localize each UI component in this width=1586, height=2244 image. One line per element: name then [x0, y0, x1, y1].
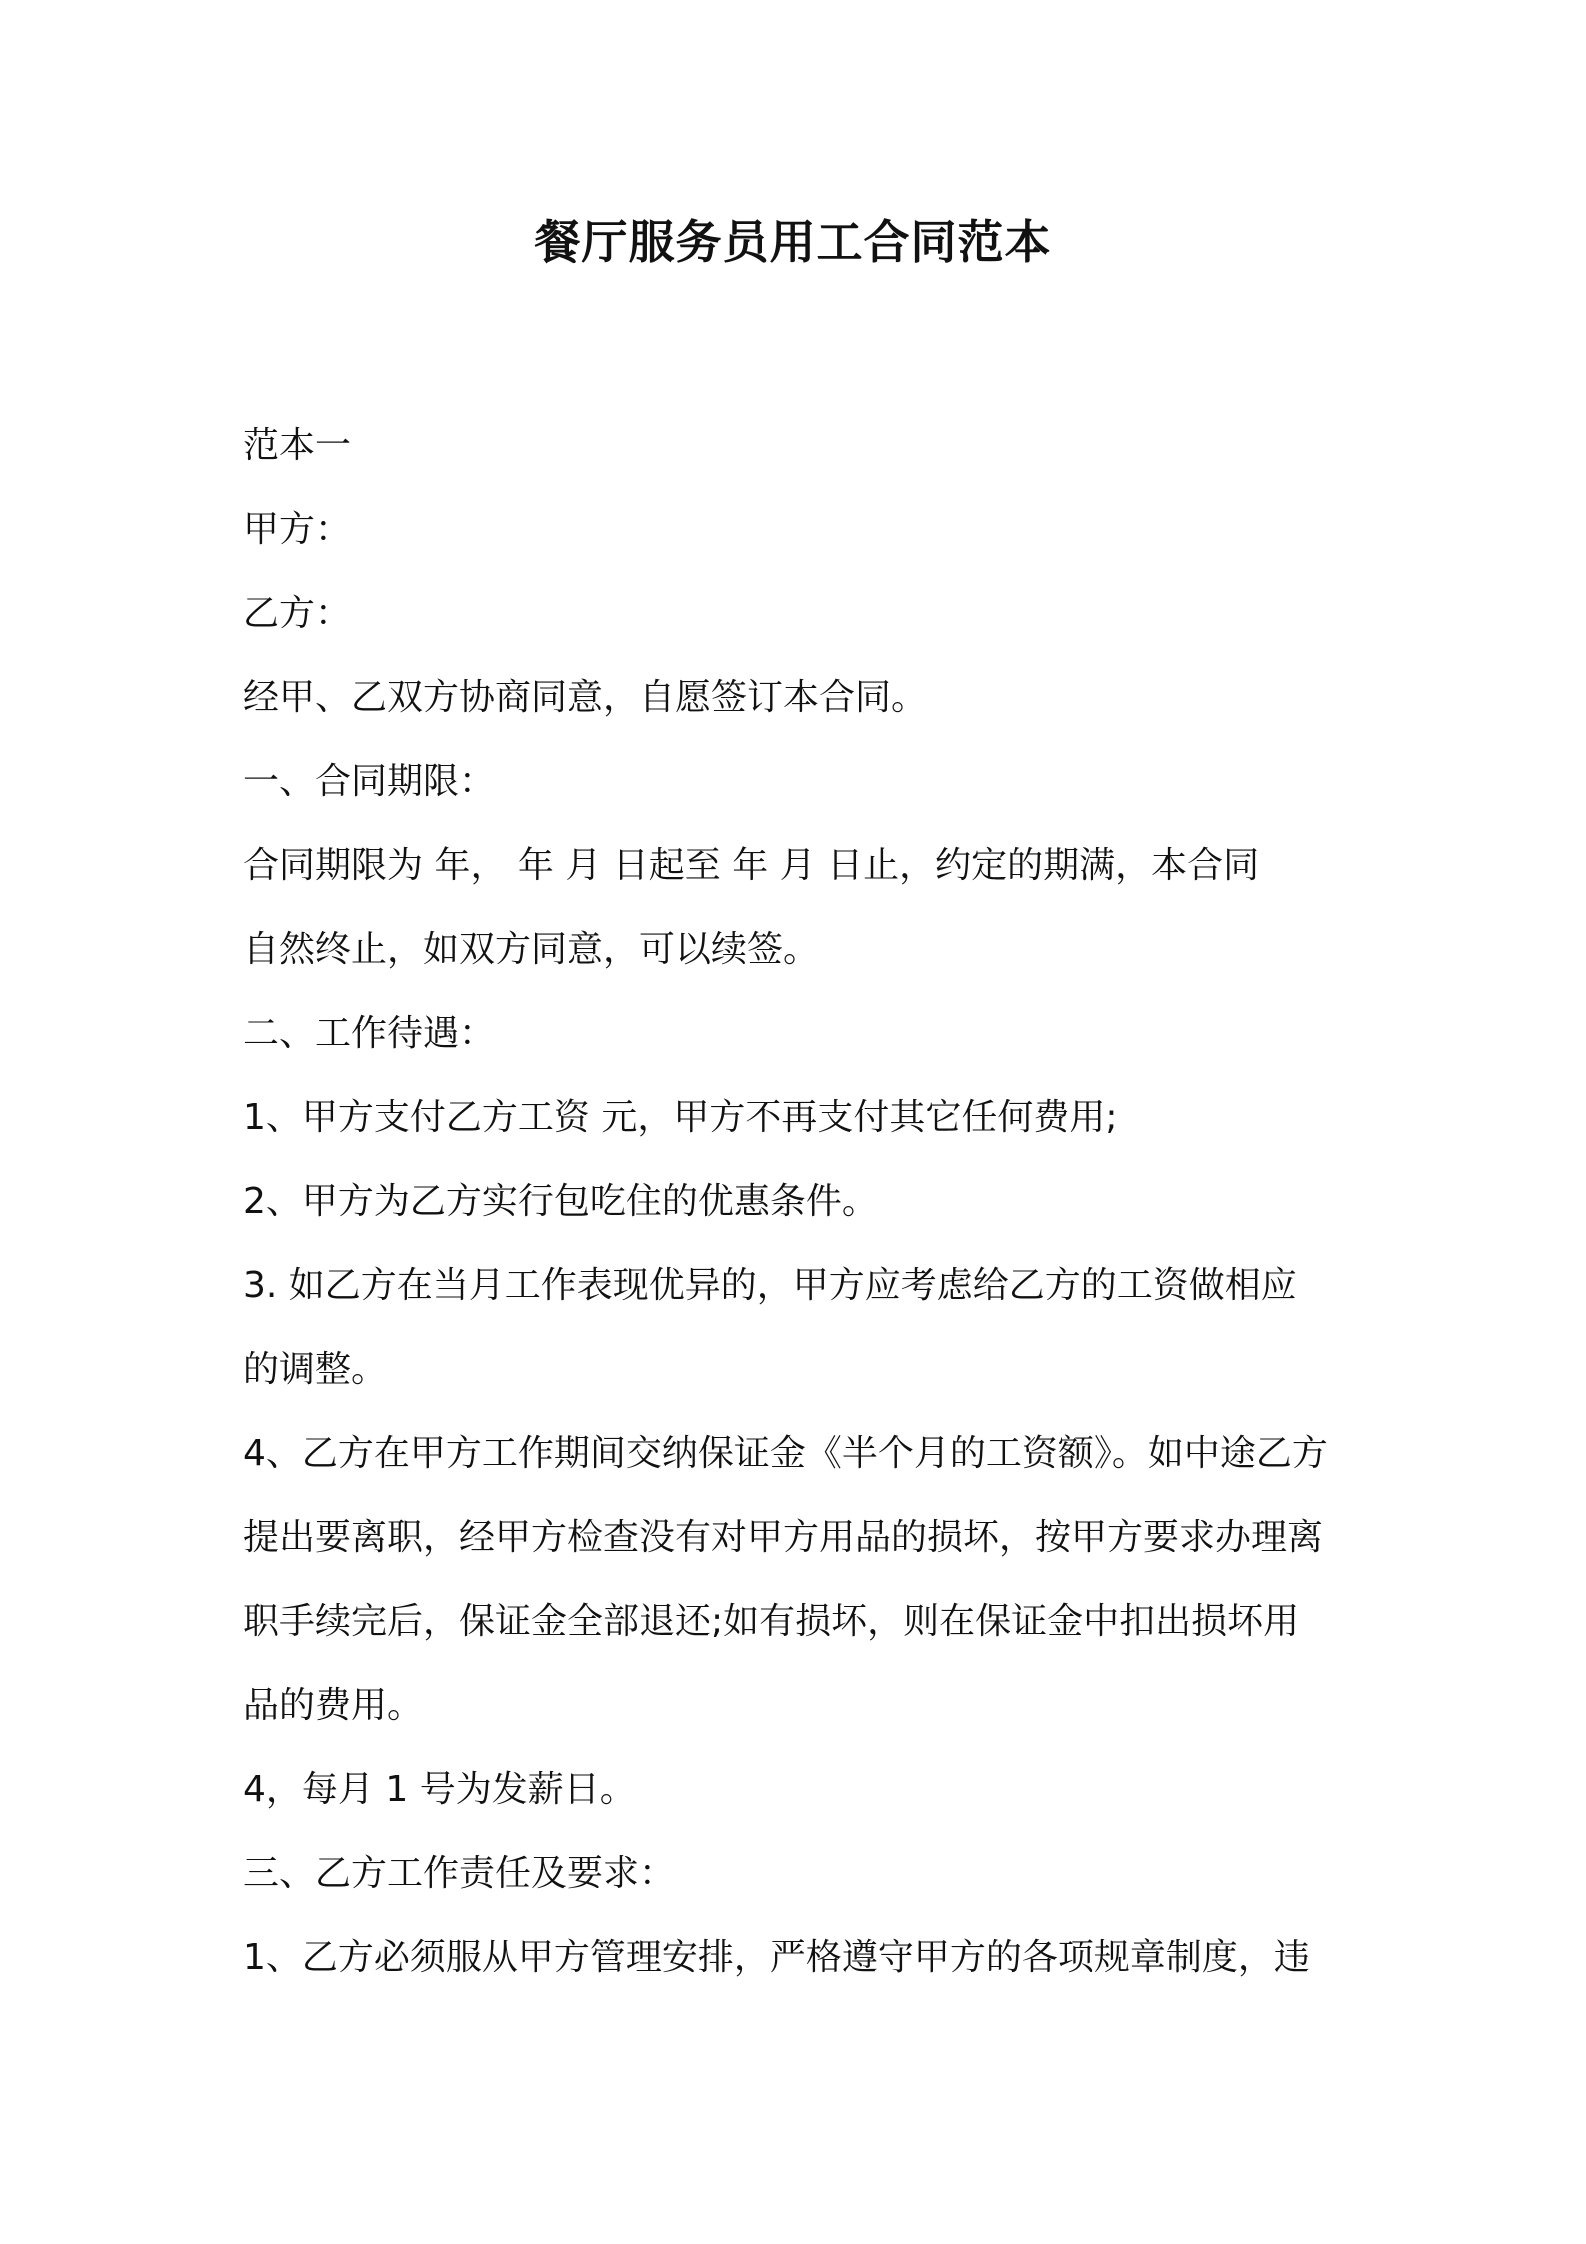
document-body — [243, 404, 1353, 2000]
text-line: 3. 如乙方在当月工作表现优异的，甲方应考虑给乙方的工资做相应 — [243, 1265, 1297, 1306]
text-line: 1、甲方支付乙方工资 元，甲方不再支付其它任何费用; — [243, 1097, 1118, 1138]
text-line: 合同期限为 年， 年 月 日起至 年 月 日止，约定的期满，本合同 — [243, 845, 1260, 886]
text-line: 4，每月 1 号为发薪日。 — [243, 1769, 636, 1810]
text-line: 的调整。 — [243, 1349, 388, 1390]
text-line: 品的费用。 — [243, 1685, 424, 1726]
section-heading: 一、合同期限： — [243, 761, 496, 802]
text-line: 甲方： — [243, 509, 352, 550]
section-heading: 三、乙方工作责任及要求： — [243, 1853, 676, 1894]
text-line: 1、乙方必须服从甲方管理安排，严格遵守甲方的各项规章制度，违 — [243, 1937, 1310, 1978]
text-line: 乙方： — [243, 593, 352, 634]
document-title: 餐厅服务员用工合同范本 — [534, 215, 1052, 269]
section-heading: 二、工作待遇： — [243, 1013, 496, 1054]
text-line: 经甲、乙双方协商同意，自愿签订本合同。 — [243, 677, 928, 718]
text-line: 2、甲方为乙方实行包吃住的优惠条件。 — [243, 1181, 878, 1222]
text-line: 范本一 — [243, 425, 352, 466]
text-line: 提出要离职，经甲方检查没有对甲方用品的损坏，按甲方要求办理离 — [243, 1517, 1324, 1558]
text-line: 职手续完后，保证金全部退还;如有损坏，则在保证金中扣出损坏用 — [243, 1601, 1300, 1642]
text-line: 4、乙方在甲方工作期间交纳保证金《半个月的工资额》。如中途乙方 — [243, 1433, 1328, 1474]
text-line: 自然终止，如双方同意，可以续签。 — [243, 929, 820, 970]
